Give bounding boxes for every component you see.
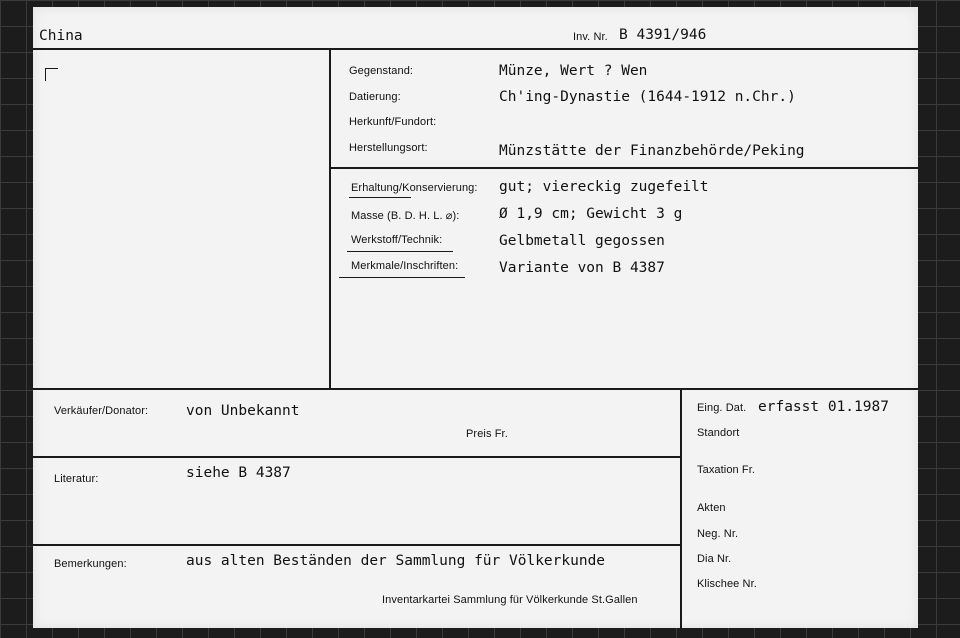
bemerkungen-rule [33, 544, 680, 546]
image-panel-divider [329, 48, 331, 389]
standort-label: Standort [697, 427, 740, 439]
region-title: China [39, 28, 83, 44]
merkmale-label: Merkmale/Inschriften: [351, 260, 459, 272]
erhaltung-label: Erhaltung/Konservierung: [351, 182, 478, 194]
verkaeufer-value: von Unbekannt [186, 403, 300, 419]
image-corner-mark [45, 68, 58, 81]
eing-dat-value: erfasst 01.1987 [758, 399, 889, 415]
merkmale-underline [339, 277, 465, 278]
gegenstand-label: Gegenstand: [349, 65, 414, 77]
klischee-nr-label: Klischee Nr. [697, 578, 757, 590]
datierung-value: Ch'ing-Dynastie (1644-1912 n.Chr.) [499, 89, 796, 105]
herkunft-label: Herkunft/Fundort: [349, 116, 437, 128]
inventory-card [33, 7, 918, 628]
masse-label: Masse (B. D. H. L. ⌀): [351, 210, 460, 222]
verkaeufer-label: Verkäufer/Donator: [54, 405, 149, 417]
werkstoff-value: Gelbmetall gegossen [499, 233, 665, 249]
akten-label: Akten [697, 502, 726, 514]
erhaltung-underline [349, 197, 411, 198]
masse-value: Ø 1,9 cm; Gewicht 3 g [499, 206, 683, 222]
werkstoff-underline [347, 251, 453, 252]
literatur-value: siehe B 4387 [186, 465, 291, 481]
inv-nr-value: B 4391/946 [619, 27, 707, 43]
erhaltung-value: gut; viereckig zugefeilt [499, 179, 709, 195]
side-panel-divider [680, 388, 682, 628]
dia-nr-label: Dia Nr. [697, 553, 732, 565]
merkmale-value: Variante von B 4387 [499, 260, 665, 276]
datierung-label: Datierung: [349, 91, 401, 103]
taxation-label: Taxation Fr. [697, 464, 756, 476]
bemerkungen-label: Bemerkungen: [54, 558, 127, 570]
eing-dat-label: Eing. Dat. [697, 402, 747, 414]
header-rule [33, 48, 918, 50]
literatur-rule [33, 456, 680, 458]
object-section-rule [329, 167, 918, 169]
gegenstand-value: Münze, Wert ? Wen [499, 63, 648, 79]
main-section-rule [33, 388, 918, 390]
neg-nr-label: Neg. Nr. [697, 528, 739, 540]
literatur-label: Literatur: [54, 473, 99, 485]
preis-label: Preis Fr. [466, 428, 508, 440]
werkstoff-label: Werkstoff/Technik: [351, 234, 443, 246]
card-footer: Inventarkartei Sammlung für Völkerkunde St.Gallen [382, 594, 638, 606]
bemerkungen-value: aus alten Beständen der Sammlung für Völkerkunde [186, 553, 606, 569]
herstellungsort-label: Herstellungsort: [349, 142, 428, 154]
inv-nr-label: Inv. Nr. [573, 31, 608, 43]
herstellungsort-value: Münzstätte der Finanzbehörde/Peking [499, 143, 805, 159]
